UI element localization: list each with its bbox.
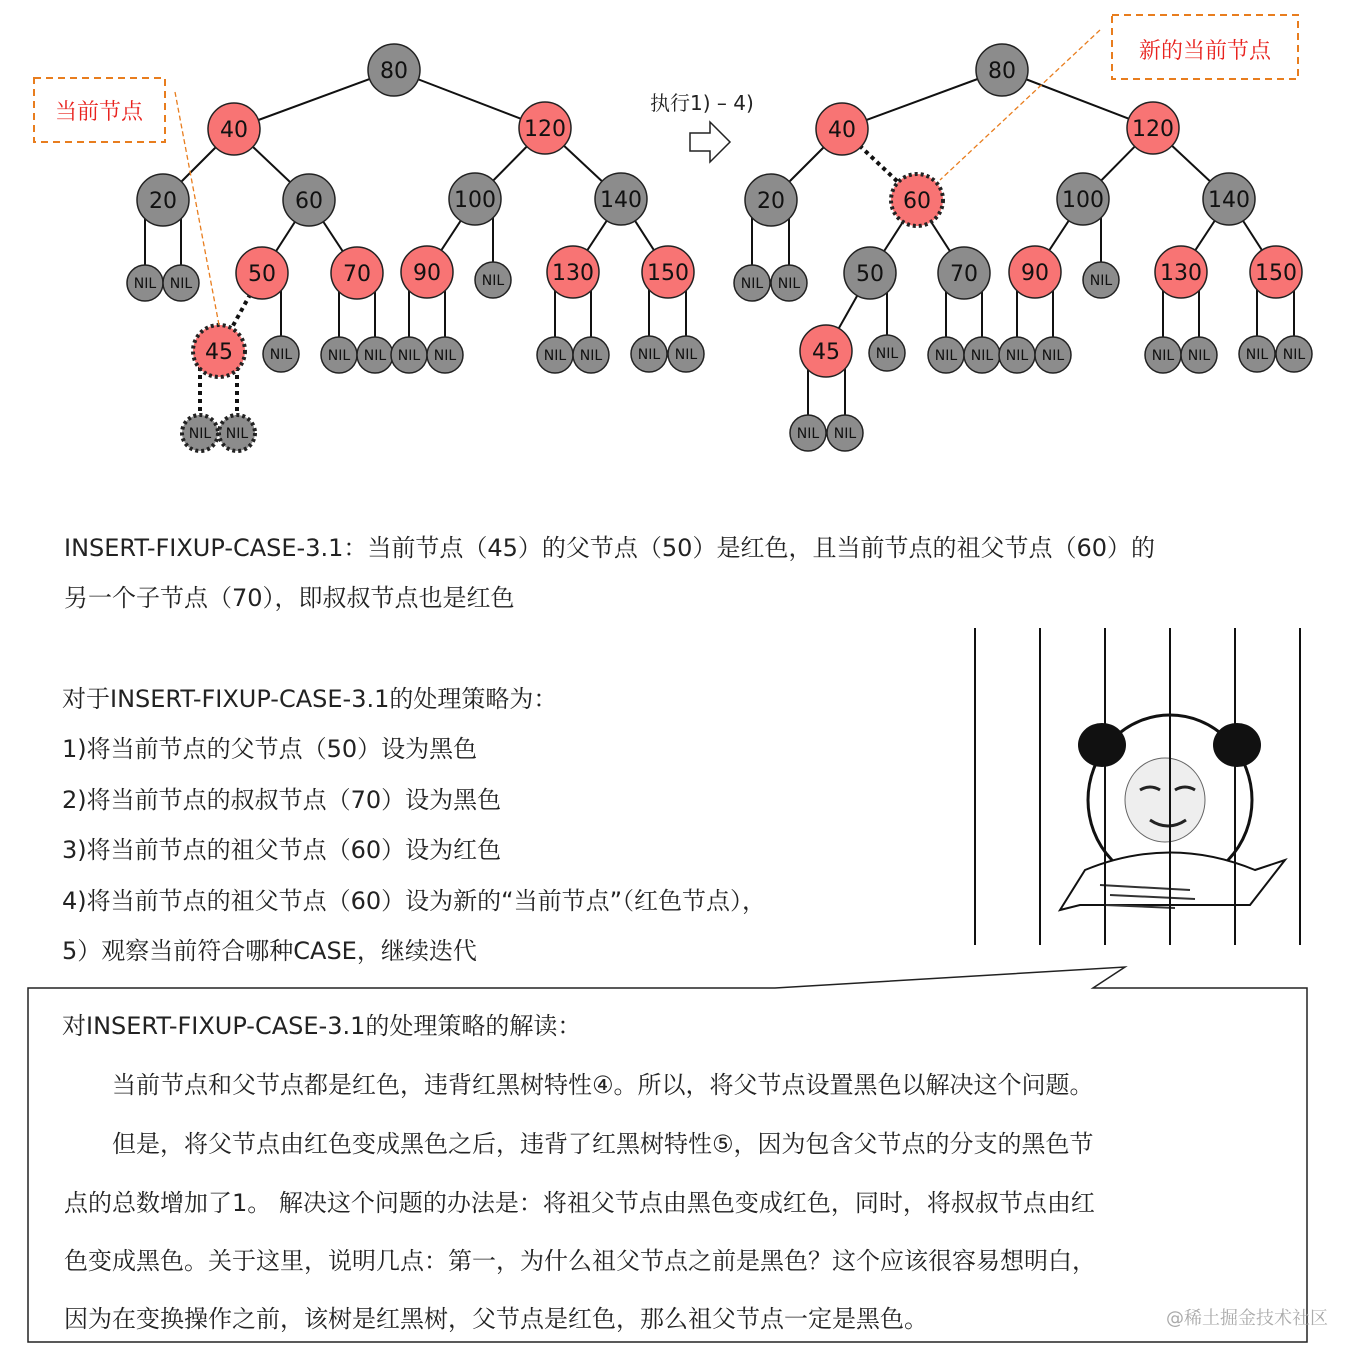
left-tree-node-nil xyxy=(219,415,255,451)
right-arrow-icon xyxy=(690,122,730,162)
svg-text:70: 70 xyxy=(343,262,371,287)
svg-text:NIL: NIL xyxy=(740,276,764,292)
right-tree-node-80 xyxy=(976,44,1028,96)
svg-text:40: 40 xyxy=(220,118,248,143)
strategy-step: 1)将当前节点的父节点（50）设为黑色 xyxy=(62,735,478,763)
left-tree-node-nil xyxy=(631,336,667,372)
svg-text:120: 120 xyxy=(1132,117,1174,142)
left-tree-node-90 xyxy=(401,246,453,298)
watermark: @稀土掘金技术社区 xyxy=(1166,1308,1328,1329)
svg-text:50: 50 xyxy=(248,262,276,287)
svg-text:100: 100 xyxy=(1062,188,1104,213)
svg-text:NIL: NIL xyxy=(225,426,249,442)
strategy-step: 4)将当前节点的祖父节点（60）设为新的“当前节点”（红色节点）， xyxy=(62,887,767,915)
step-label: 执行1) – 4) xyxy=(650,91,754,115)
svg-text:45: 45 xyxy=(205,340,233,365)
svg-text:60: 60 xyxy=(903,189,931,214)
svg-text:NIL: NIL xyxy=(133,276,157,292)
left-tree-node-130 xyxy=(547,246,599,298)
svg-text:NIL: NIL xyxy=(1089,273,1113,289)
right-tree-node-45 xyxy=(800,325,852,377)
left-tree-node-nil xyxy=(127,265,163,301)
svg-text:NIL: NIL xyxy=(1151,348,1175,364)
right-tree-node-50 xyxy=(844,247,896,299)
left-tree-node-nil xyxy=(668,336,704,372)
right-tree-node-90 xyxy=(1009,246,1061,298)
right-tree-node-nil xyxy=(928,337,964,373)
case-description-line-2: 另一个子节点（70），即叔叔节点也是红色 xyxy=(64,584,515,612)
svg-text:50: 50 xyxy=(856,262,884,287)
svg-text:NIL: NIL xyxy=(1282,347,1306,363)
left-tree-node-nil xyxy=(357,337,393,373)
svg-text:150: 150 xyxy=(647,261,689,286)
right-tree-node-nil xyxy=(1145,337,1181,373)
svg-text:40: 40 xyxy=(828,118,856,143)
right-tree-node-70 xyxy=(938,247,990,299)
right-tree-node-130 xyxy=(1155,246,1207,298)
svg-text:NIL: NIL xyxy=(543,348,567,364)
svg-text:70: 70 xyxy=(950,262,978,287)
right-tree-node-nil xyxy=(771,265,807,301)
svg-text:NIL: NIL xyxy=(579,348,603,364)
svg-text:80: 80 xyxy=(988,59,1016,84)
svg-text:130: 130 xyxy=(1160,261,1202,286)
right-tree-node-nil xyxy=(827,415,863,451)
right-tree-node-nil xyxy=(1181,337,1217,373)
right-tree-node-nil xyxy=(869,335,905,371)
left-tree-node-40 xyxy=(208,103,260,155)
svg-text:NIL: NIL xyxy=(875,346,899,362)
right-tree-node-nil xyxy=(1276,336,1312,372)
left-tree-node-140 xyxy=(595,173,647,225)
left-tree-node-nil xyxy=(573,337,609,373)
svg-text:NIL: NIL xyxy=(674,347,698,363)
svg-text:NIL: NIL xyxy=(327,348,351,364)
right-tree-node-nil xyxy=(790,415,826,451)
left-tree-node-nil xyxy=(537,337,573,373)
svg-text:NIL: NIL xyxy=(777,276,801,292)
svg-text:NIL: NIL xyxy=(169,276,193,292)
right-tree-node-nil xyxy=(1239,336,1275,372)
left-tree-node-60 xyxy=(283,174,335,226)
svg-text:NIL: NIL xyxy=(833,426,857,442)
svg-text:90: 90 xyxy=(1021,261,1049,286)
explanation-title: 对INSERT-FIXUP-CASE-3.1的处理策略的解读： xyxy=(62,1012,582,1040)
svg-text:45: 45 xyxy=(812,340,840,365)
svg-text:NIL: NIL xyxy=(433,348,457,364)
svg-text:NIL: NIL xyxy=(1245,347,1269,363)
right-tree-node-100 xyxy=(1057,173,1109,225)
svg-text:140: 140 xyxy=(1208,188,1250,213)
left-tree-node-150 xyxy=(642,246,694,298)
left-tree-node-nil xyxy=(263,336,299,372)
right-tree-node-60 xyxy=(891,174,943,226)
right-tree-node-120 xyxy=(1127,102,1179,154)
svg-text:20: 20 xyxy=(149,189,177,214)
svg-text:NIL: NIL xyxy=(637,347,661,363)
right-tree-node-150 xyxy=(1250,246,1302,298)
left-tree-node-45 xyxy=(193,325,245,377)
right-tree-node-nil xyxy=(964,337,1000,373)
panda-meme-image xyxy=(975,628,1300,945)
explanation-line: 当前节点和父节点都是红色，违背红黑树特性④。所以，将父节点设置黑色以解决这个问题。 xyxy=(64,1071,1094,1099)
explanation-line: 因为在变换操作之前，该树是红黑树，父节点是红色，那么祖父节点一定是黑色。 xyxy=(64,1305,928,1333)
right-tree-node-40 xyxy=(816,103,868,155)
left-tree-node-nil xyxy=(182,415,218,451)
left-tree-node-100 xyxy=(449,173,501,225)
left-tree-node-70 xyxy=(331,247,383,299)
right-tree-node-140 xyxy=(1203,173,1255,225)
new-current-node-label: 新的当前节点 xyxy=(1138,39,1272,64)
left-tree-node-120 xyxy=(519,102,571,154)
svg-text:60: 60 xyxy=(295,189,323,214)
svg-text:NIL: NIL xyxy=(481,273,505,289)
left-tree-node-20 xyxy=(137,174,189,226)
svg-text:120: 120 xyxy=(524,117,566,142)
strategy-step: 3)将当前节点的祖父节点（60）设为红色 xyxy=(62,836,502,864)
svg-text:NIL: NIL xyxy=(970,348,994,364)
svg-text:NIL: NIL xyxy=(363,348,387,364)
left-tree-node-nil xyxy=(427,337,463,373)
explanation-line: 但是，将父节点由红色变成黑色之后，违背了红黑树特性⑤，因为包含父节点的分支的黑色节 xyxy=(64,1130,1094,1158)
svg-text:90: 90 xyxy=(413,261,441,286)
svg-text:140: 140 xyxy=(600,188,642,213)
svg-text:NIL: NIL xyxy=(1041,348,1065,364)
left-tree-node-nil xyxy=(321,337,357,373)
right-tree-node-nil xyxy=(999,337,1035,373)
left-tree-node-50 xyxy=(236,247,288,299)
strategy-title: 对于INSERT-FIXUP-CASE-3.1的处理策略为： xyxy=(62,685,558,713)
right-tree-node-nil xyxy=(1083,262,1119,298)
right-tree-node-20 xyxy=(745,174,797,226)
left-tree-node-nil xyxy=(391,337,427,373)
case-description-line-1: INSERT-FIXUP-CASE-3.1：当前节点（45）的父节点（50）是红色，且当前节点的祖父节点（60）的 xyxy=(64,534,1155,562)
svg-text:NIL: NIL xyxy=(269,347,293,363)
svg-text:80: 80 xyxy=(380,59,408,84)
left-tree-node-80 xyxy=(368,44,420,96)
svg-text:NIL: NIL xyxy=(1187,348,1211,364)
strategy-step: 2)将当前节点的叔叔节点（70）设为黑色 xyxy=(62,786,502,814)
svg-text:NIL: NIL xyxy=(1005,348,1029,364)
current-node-label: 当前节点 xyxy=(54,100,144,125)
strategy-step: 5）观察当前符合哪种CASE，继续迭代 xyxy=(62,937,477,965)
svg-text:130: 130 xyxy=(552,261,594,286)
right-tree-node-nil xyxy=(734,265,770,301)
svg-text:100: 100 xyxy=(454,188,496,213)
svg-text:NIL: NIL xyxy=(796,426,820,442)
left-tree-node-nil xyxy=(163,265,199,301)
svg-text:NIL: NIL xyxy=(934,348,958,364)
right-tree-node-nil xyxy=(1035,337,1071,373)
left-tree-node-nil xyxy=(475,262,511,298)
svg-text:20: 20 xyxy=(757,189,785,214)
explanation-line: 色变成黑色。关于这里，说明几点：第一，为什么祖父节点之前是黑色？这个应该很容易想明白， xyxy=(64,1247,1096,1275)
svg-text:NIL: NIL xyxy=(397,348,421,364)
svg-text:NIL: NIL xyxy=(188,426,212,442)
svg-text:150: 150 xyxy=(1255,261,1297,286)
explanation-line: 点的总数增加了1。 解决这个问题的办法是：将祖父节点由黑色变成红色，同时，将叔叔节点由红 xyxy=(64,1189,1095,1217)
